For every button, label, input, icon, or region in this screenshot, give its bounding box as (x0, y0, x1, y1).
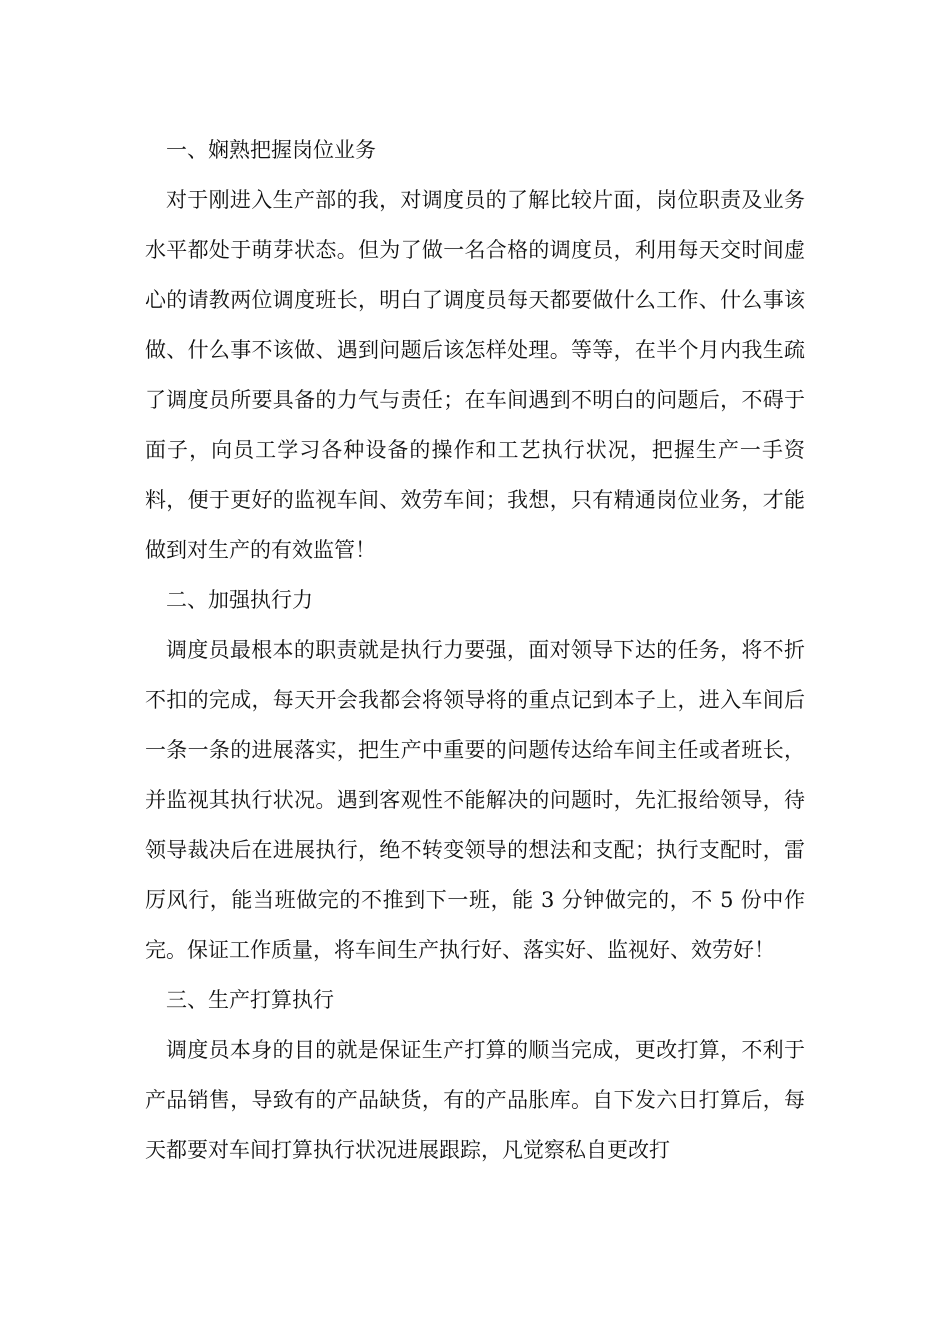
section-3-paragraph: 调度员本身的目的就是保证生产打算的顺当完成，更改打算，不利于产品销售，导致有的产品缺货，有的产品胀库。自下发六日打算后，每天都要对车间打算执行状况进展跟踪，凡觉察私自更改打 (145, 1038, 805, 1162)
document-body (145, 125, 805, 1175)
section-2-heading: 二、加强执行力 (166, 588, 313, 612)
section-1-paragraph: 对于刚进入生产部的我，对调度员的了解比较片面，岗位职责及业务水平都处于萌芽状态。但为了做一名合格的调度员，利用每天交时间虚心的请教两位调度班长，明白了调度员每天都要做什么工作、什么事该做、什么事不该做、遇到问题后该怎样处理。等等，在半个月内我生疏了调度员所要具备的力气与责任；在车间遇到不明白的问题后，不碍于面子，向员工学习各种设备的操作和工艺执行状况，把握生产一手资料，便于更好的监视车间、效劳车间；我想，只有精通岗位业务，才能做到对生产的有效监管！ (145, 188, 805, 562)
section-3-heading: 三、生产打算执行 (166, 988, 334, 1012)
section-2-paragraph: 调度员最根本的职责就是执行力要强，面对领导下达的任务，将不折不扣的完成，每天开会我都会将领导将的重点记到本子上，进入车间后一条一条的进展落实，把生产中重要的问题传达给车间主任或者班长，并监视其执行状况。遇到客观性不能解决的问题时，先汇报给领导，待领导裁决后在进展执行，绝不转变领导的想法和支配；执行支配时，雷厉风行，能当班做完的不推到下一班，能 3 分钟做完的，不 5 份中作完。保证工作质量，将车间生产执行好、落实好、监视好、效劳好！ (145, 638, 805, 962)
section-1-heading: 一、娴熟把握岗位业务 (166, 138, 376, 162)
